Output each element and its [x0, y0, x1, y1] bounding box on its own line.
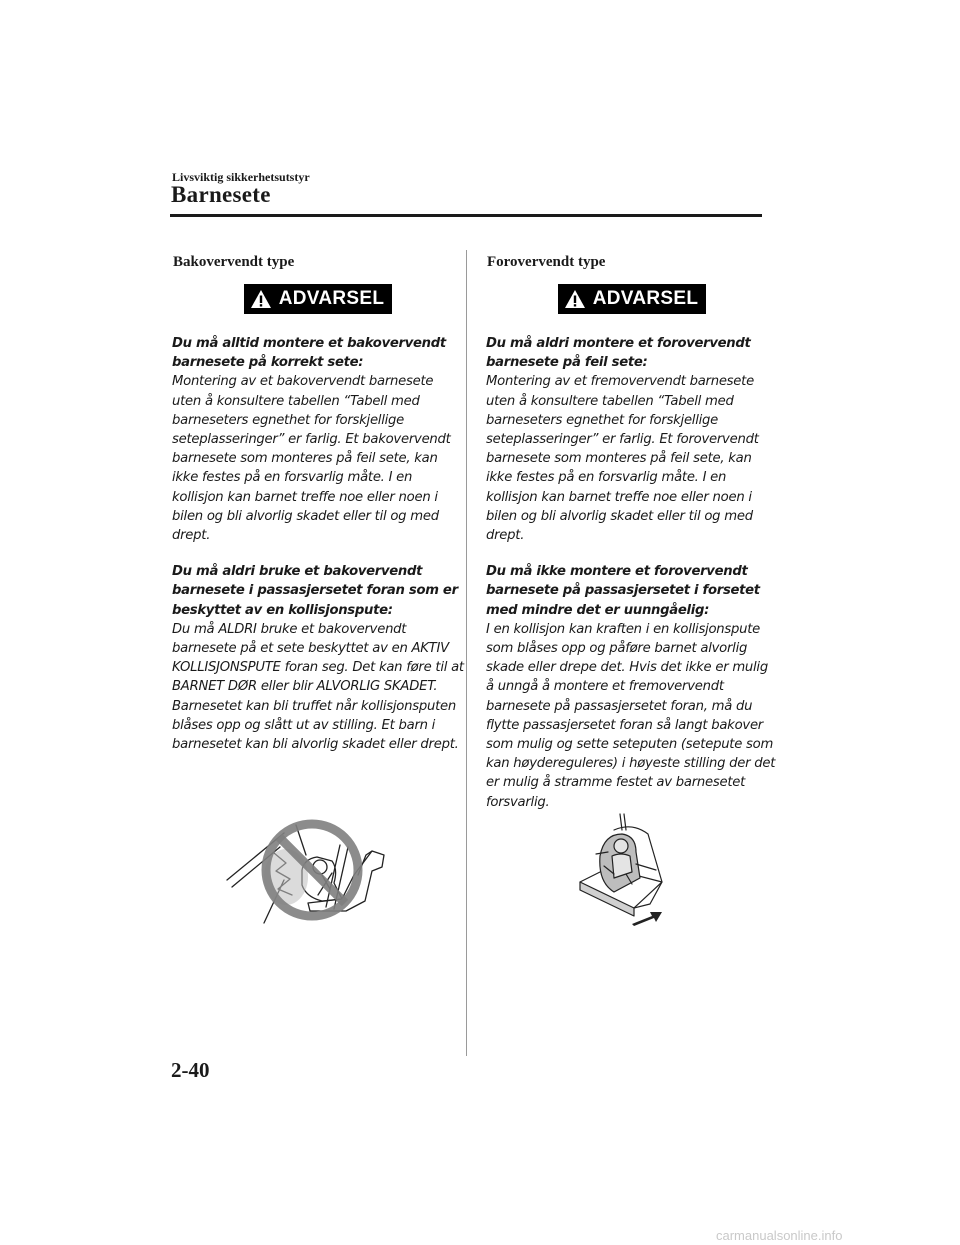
page-number: 2-40 [171, 1058, 210, 1082]
warning-lead: Du må aldri montere et forovervendt barnesete på feil sete: [486, 336, 751, 371]
section-heading-forward-facing: Forovervendt type [487, 254, 606, 270]
warning-label: ADVARSEL [278, 288, 385, 309]
header-rule [170, 214, 762, 217]
warning-paragraph [172, 562, 464, 754]
warning-badge [244, 284, 393, 314]
left-column [172, 254, 464, 771]
warning-body: I en kollisjon kan kraften i en kollisjonspute som blåses opp og påføre barnet alvorlig skade eller drepe det. Hvis det ikke er mulig å unngå å montere et fremovervendt barnesete på passasjersetet foran, må du flytte passasjersetet foran så langt bakover som mulig og sette seteputen (setepute som kan høydereguleres) i høyeste stilling der det er mulig å stramme festet av barnesetet forsvarlig. [486, 621, 776, 810]
warning-body: Du må ALDRI bruke et bakovervendt barnesete på et sete beskyttet av en AKTIV KOLLISJONSPUTE foran seg. Det kan føre til at BARNET DØR eller blir ALVORLIG SKADET. [172, 621, 464, 695]
section-kicker: Livsviktig sikkerhetsutstyr [172, 170, 310, 184]
warning-lead: Du må aldri bruke et bakovervendt barnesete i passasjersetet foran som er beskyttet av en kollisjonspute: [172, 564, 458, 618]
forward-facing-child-seat-icon [574, 812, 674, 932]
prohibited-rear-facing-seat-airbag-icon [222, 815, 402, 930]
exclamation-triangle-icon [250, 289, 272, 309]
warning-label: ADVARSEL [592, 288, 699, 309]
page-title: Barnesete [171, 182, 271, 207]
warning-paragraph [172, 334, 464, 545]
warning-badge [558, 284, 707, 314]
section-heading-rear-facing: Bakovervendt type [173, 254, 295, 270]
warning-lead: Du må ikke montere et forovervendt barnesete på passasjersetet i forsetet med mindre det er uunngåelig: [486, 564, 760, 618]
warning-body: Montering av et fremovervendt barnesete uten å konsultere tabellen “Tabell med barneseters egnethet for forskjellige seteplasseringer” er farlig. Et forovervendt barnesete som monteres på feil sete, kan ikke festes på en forsvarlig måte. I en kollisjon kan barnet treffe noe eller noen i bilen og bli alvorlig skadet eller til og med drept. [486, 374, 759, 544]
warning-paragraph [486, 562, 778, 812]
warning-paragraph [486, 334, 778, 545]
right-column [486, 254, 778, 829]
warning-lead: Du må alltid montere et bakovervendt barnesete på korrekt sete: [172, 336, 446, 371]
warning-body: Montering av et bakovervendt barnesete uten å konsultere tabellen “Tabell med barneseters egnethet for forskjellige seteplasseringer” er farlig. Et bakovervendt barnesete som monteres på feil sete, kan ikke festes på en forsvarlig måte. I en kollisjon kan barnet treffe noe eller noen i bilen og bli alvorlig skadet eller til og med drept. [172, 374, 451, 544]
exclamation-triangle-icon [564, 289, 586, 309]
warning-body: Barnesetet kan bli truffet når kollisjonsputen blåses opp og slått ut av stilling. Et barn i barnesetet kan bli alvorlig skadet eller drept. [172, 698, 459, 753]
watermark: carmanualsonline.info [716, 1228, 843, 1243]
column-divider [466, 250, 467, 1056]
